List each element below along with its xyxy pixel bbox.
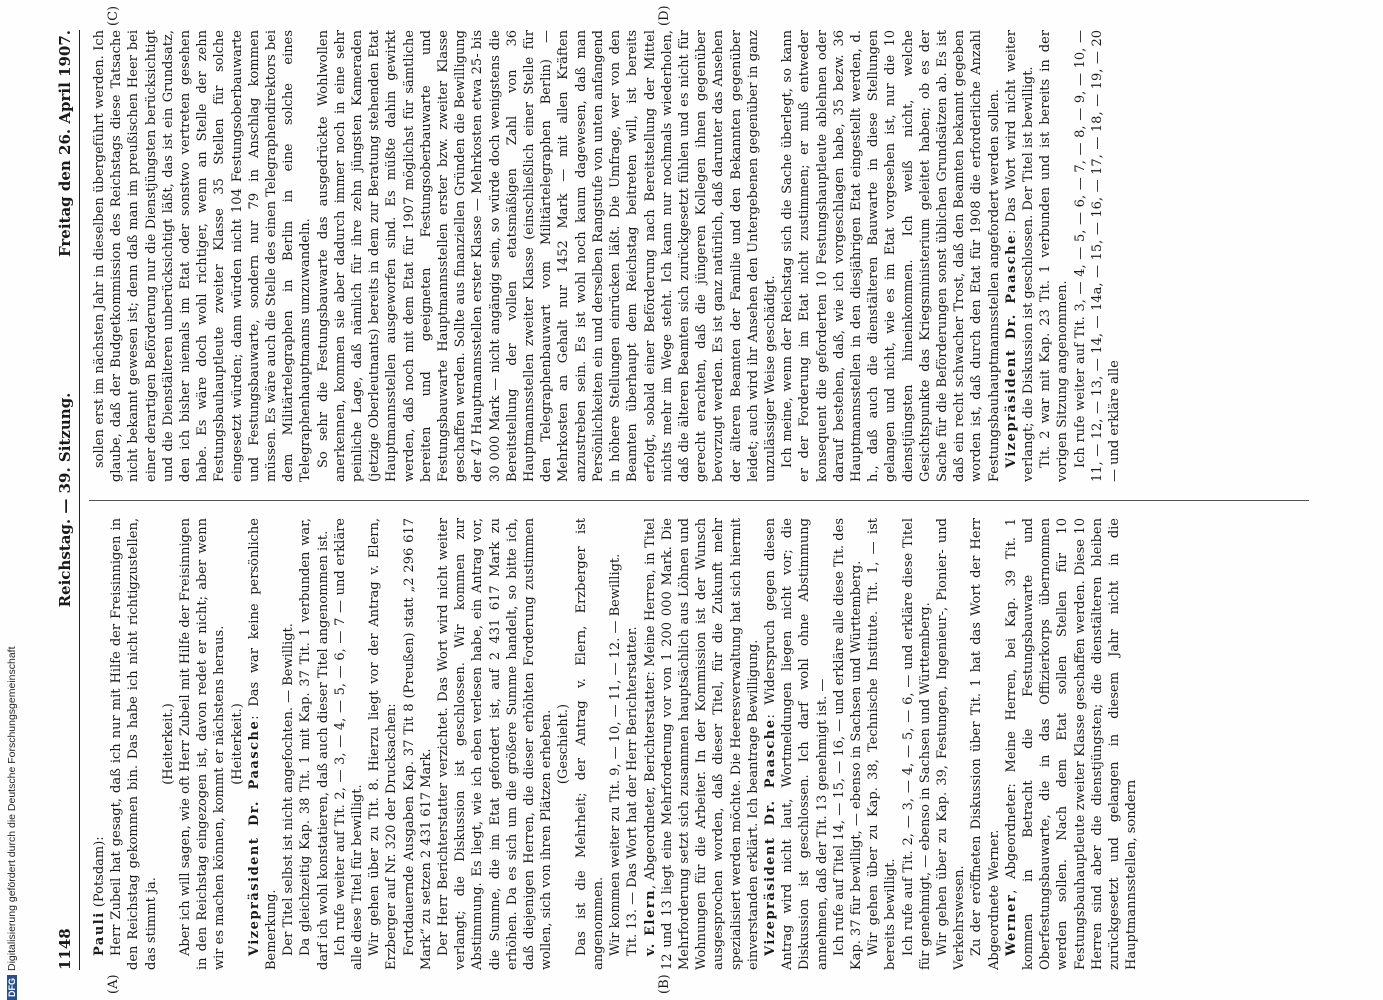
body-paragraph: Wir kommen weiter zu Tit. 9, — 10, — 11, — 12. — Bewilligt. [608, 553, 624, 956]
margin-mark-b: (B) [657, 974, 672, 994]
speaker-paragraph [1003, 518, 1141, 970]
body-paragraph: Der Titel selbst ist nicht angefochten. — Bewilligt. [281, 623, 297, 956]
speaker-suffix: : [246, 715, 262, 720]
body-paragraph: Der Herr Berichterstatter verzichtet. Das Wort wird nicht weiter verlangt; die Diskussion ist geschlossen. Wir kommen zur Abstimmung. Es liegt, wie ich eben verlesen habe, ein Antrag vor, die Summe, die im Etat gefordert ist, auf 2 431 617 Mark zu erhöhen. Da es sich um die größere Summe handelt, so bitte ich, daß diejenigen Herren, die dieser erhöhten Forderung zustimmen wollen, sich von ihren Plätzen erheben. [436, 518, 555, 970]
body-paragraph: Aber ich will sagen, wie oft Herr Zubeil mit Hilfe der Freisinnigen in den Reichstag eingezogen ist, davon redet er nicht; aber wenn wir es machen können, kommt er nächstens heraus. [178, 518, 228, 970]
body-paragraph: Ich rufe auf Titel 14, — 15, — 16, — und erkläre alle diese Tit. des Kap. 37 für bewilligt, — ebenso in Sachsen und Württemberg. [831, 518, 864, 970]
body-paragraph: Tit. 13. — Das Wort hat der Herr Berichterstatter. [625, 626, 641, 956]
right-column [91, 30, 1301, 482]
body-paragraph: Das ist die Mehrheit; der Antrag v. Elern, Erzberger ist angenommen. [573, 518, 606, 970]
speaker-paragraph [762, 518, 831, 970]
left-column [91, 518, 1301, 970]
speaker-paragraph [642, 518, 762, 970]
header-date: Freitag den 26. April 1907. [56, 30, 74, 257]
stage-direction: (Heiterkeit.) [160, 703, 176, 785]
speaker-name: Pauli [92, 911, 107, 956]
dfg-logo: DFG [7, 975, 17, 1000]
speech-text: Das Wort wird nicht weiter verlangt; die Diskussion ist geschlossen. Der Titel ist bewilligt. [1003, 30, 1036, 482]
column-divider [89, 500, 1309, 501]
stage-direction: (Heiterkeit.) [229, 703, 245, 785]
speaker-name: Vizepräsident Dr. Paasche [1003, 234, 1019, 468]
speaker-paragraph [246, 518, 280, 970]
speaker-suffix: , [1003, 889, 1019, 894]
body-paragraph: Wir gehen über zu Kap. 38, Technische Institute. Tit. 1, — ist bereits bewilligt. [866, 518, 899, 970]
speaker-paragraph [91, 518, 108, 970]
margin-mark-a: (A) [106, 974, 121, 994]
speech-text: Widerspruch gegen diesen Antrag wird nicht laut, Wortmeldungen liegen nicht vor; die Diskussion ist geschlossen. Ich darf wohl ohne Abstimmung annehmen, daß der Tit. 13 genehmigt ist. — [762, 518, 830, 970]
page-number: 1148 [56, 928, 74, 970]
body-paragraph: Wir gehen über zu Kap. 39, Festungen, Ingenieur-, Pionier- und Verkehrswesen. [934, 518, 968, 970]
body-paragraph: Fortdauernde Ausgaben Kap. 37 Tit 8 (Preußen) statt „2 296 617 Mark“ zu setzen 2 431 617 Mark. [401, 518, 434, 970]
body-paragraph: Da gleichzeitig Kap. 38 Tit. 1 mit Kap. 37 Tit. 1 verbunden war, darf ich wohl konstatieren, daß auch dieser Titel angenommen ist. [298, 518, 331, 970]
stage-direction: (Geschieht.) [556, 703, 572, 785]
speaker-suffix: : [762, 714, 778, 719]
speech-text: Abgeordneter, Berichterstatter: Meine Herren, in Titel 12 und 13 liegt eine Mehrforderung vor von 1 200 000 Mark. Die Mehrforderung setzt sich zusammen hauptsächlich aus Löhnen und Wohnungen für die Arbeiter. In der Kommission ist der Wunsch ausgesprochen worden, daß dieser Titel, für die Zukunft mehr spezialisiert werden möchte. Die Heeresverwaltung hat sich hiermit einverstanden erklärt. Ich beantrage Bewilligung. [642, 518, 761, 970]
speaker-name: Vizepräsident Dr. Paasche [246, 719, 262, 956]
body-paragraph: Zu der eröffneten Diskussion über Tit. 1 hat das Wort der Herr Abgeordnete Werner. [969, 518, 1002, 970]
footer-credit-text: Digitalisierung gefördert durch die Deutsche Forschungsgemeinschaft [6, 646, 18, 971]
speaker-suffix: , [642, 884, 658, 889]
body-paragraph: Ich rufe auf Tit. 2, — 3, — 4, — 5, — 6, — und erkläre diese Titel für genehmigt, — ebenso in Sachsen und Württemberg. [900, 518, 933, 970]
speaker-name: v. Elern [642, 888, 658, 956]
speaker-suffix: : [1003, 229, 1019, 235]
speaker-suffix: (Potsdam): [92, 836, 107, 912]
speech-text: Das war keine persönliche Bemerkung. [246, 518, 280, 970]
body-paragraph: Ich meine, wenn der Reichstag sich die Sache überlegt, so kann er der Forderung im Etat nicht zustimmen; er muß entweder konsequent die geforderten 10 Festungshauptleute ablehnen oder darauf bestehen, daß, wie ich vorgeschlagen habe, 35 bezw. 36 Hauptmannsstellen in den diesjährigen Etat eingestellt werden, d. h., daß auch die dienstälteren Bauwarte in diese Stellungen gelangen und nicht, wie es im Etat vorgesehen ist, nur die 10 dienstjüngsten hineinkommen. Ich weiß nicht, welche Gesichtspunkte das Kriegsministerium geleitet haben; ob es der Sache für die Beförderungen sonst üblichen Grundsätzen ab. Es ist daß ein recht schwacher Trost, daß den Beamten bekannt gegeben worden ist, daß durch den Etat für 1908 die erforderliche Anzahl Festungsbauhauptmannsstellen angefordert werden sollen. [780, 30, 1002, 482]
margin-mark-c: (C) [106, 5, 121, 26]
header-title: Reichstag. — 39. Sitzung. [56, 392, 74, 608]
body-paragraph: Wir gehen über zu Tit. 8. Hierzu liegt vor der Antrag v. Elern, Erzberger auf Nr. 320 der Drucksachen: [367, 518, 400, 970]
body-paragraph: Tit. 2 war mit Kap. 23 Tit. 1 verbunden und ist bereits in der vorigen Sitzung angenommen. [1038, 30, 1071, 482]
footer-credit [6, 10, 18, 1000]
margin-mark-d: (D) [657, 5, 672, 26]
running-header [57, 30, 80, 970]
body-paragraph: Ich rufe weiter auf Tit. 2, — 3, — 4, — 5, — 6, — 7 — und erkläre alle diese Titel für bewilligt. [332, 518, 366, 970]
speaker-name: Vizepräsident Dr. Paasche [762, 718, 778, 956]
speaker-paragraph [1003, 30, 1037, 482]
footer-strip [6, 0, 30, 1000]
body-paragraph: So sehr die Festungsbauwarte das ausgedrückte Wohlwollen anerkennen, kommen sie aber dadurch immer noch in eine sehr peinliche Lage, daß nämlich für ihre zehn jüngsten Kameraden (jetzige Oberleutnants) bereits in dem zur Beratung stehenden Etat Hauptmannsstellen ausgeworfen sind. Es müßte dahin gewirkt werden, daß noch mit dem Etat für 1907 möglichst für sämtliche bereiten und geeigneten Festungsoberbauwarte und Festungsbauwarte Hauptmannsstellen erster bzw. zweiter Klasse geschaffen werden. Sollte aus finanziellen Gründen die Bewilligung der 47 Hauptmannsstellen erster Klasse — Mehrkosten etwa 25- bis 30 000 Mark — nicht angängig sein, so würde doch wenigstens die Bereitstellung der vollen etatsmäßigen Zahl von 36 Hauptmannsstellen zweiter Klasse (einschließlich einer Stelle für den Telegraphenbauwart vom Militärtelegraphen Berlin) — Mehrkosten an Gehalt nur 1452 Mark — mit allen Kräften anzustreben sein. Es ist wohl noch kaum dagewesen, daß man Persönlichkeiten ein und derselben Rangstufe von unten anfangend in höhere Stellungen einrücken läßt. Die Umfrage, wer von den Beamten überhaupt dem Reichstag beitreten will, ist bereits erfolgt, sobald einer Beförderung nach Bereitstellung der Mittel nichts mehr im Wege steht. Ich kann nur nochmals wiederholen, daß die älteren Beamten sich zurückgesetzt fühlen und es nicht für gerecht erachten, daß die jüngeren Kollegen ihnen gegenüber bevorzugt werden. Es ist ganz natürlich, daß darunter das Ansehen der älteren Beamten der Familie und den Bekannten gegenüber leidet; auch wird ihr Ansehen den Untergebenen gegenüber in ganz unzulässiger Weise geschädigt. [315, 30, 778, 482]
body-paragraph: Herr Zubeil hat gesagt, daß ich nur mit Hilfe der Freisinnigen in den Reichstag gekommen bin. Das habe ich nicht richtigzustellen, das stimmt ja. [109, 518, 159, 970]
sheet-content [41, 0, 1341, 1000]
speaker-name: Werner [1003, 893, 1019, 956]
body-paragraph: Ich rufe weiter auf Tit. 3, — 4, — 5, — 6, — 7, — 8, — 9, — 10, — 11, — 12, — 13, — 14, — 14a, — 15, — 16, — 17, — 18, — 19, — 20 — und erkläre alle [1072, 30, 1122, 482]
rotated-sheet [41, 0, 1341, 1000]
speech-text: Abgeordneter: Meine Herren, bei Kap. 39 Tit. 1 kommen in Betracht die Festungsbauwarte und Oberfestungsbauwarte, die in das Offizierkorps übernommen werden sollen. Nach dem Etat sollen Stellen für 10 Festungsbauhauptleute zweiter Klasse geschaffen werden. Diese 10 Herren sind aber die dienstjüngsten; die dienstälteren bleiben zurückgesetzt und gelangen in diesem Jahr nicht in die Hauptmannsstellen, sondern [1003, 518, 1140, 970]
body-paragraph: sollen erst im nächsten Jahr in dieselben übergeführt werden. Ich glaube, daß der Budgetkommission des Reichstags diese Tatsache nicht bekannt gewesen ist; denn daß man im preußischen Heer bei einer derartigen Beförderung nur die Dienstjüngsten berücksichtigt und die Dienstälteren unberücksichtigt läßt, das ist ein Grundsatz, den ich bisher niemals im Etat oder sonstwo vertreten gesehen habe. Es wäre doch wohl richtiger, wenn an Stelle der zehn Festungsbauhauptleute zweiter Klasse 35 Stellen für solche eingesetzt würden; dann würden nicht 104 Festungsoberbauwarte und Festungsbauwarte, sondern nur 79 in Anschlag kommen müssen. Es wäre auch die Stelle des einen Telegraphendirektors bei dem Militärtelegraphen in Berlin in eine solche eines Telegraphenhauptmanns umzuwandeln. [92, 30, 314, 482]
